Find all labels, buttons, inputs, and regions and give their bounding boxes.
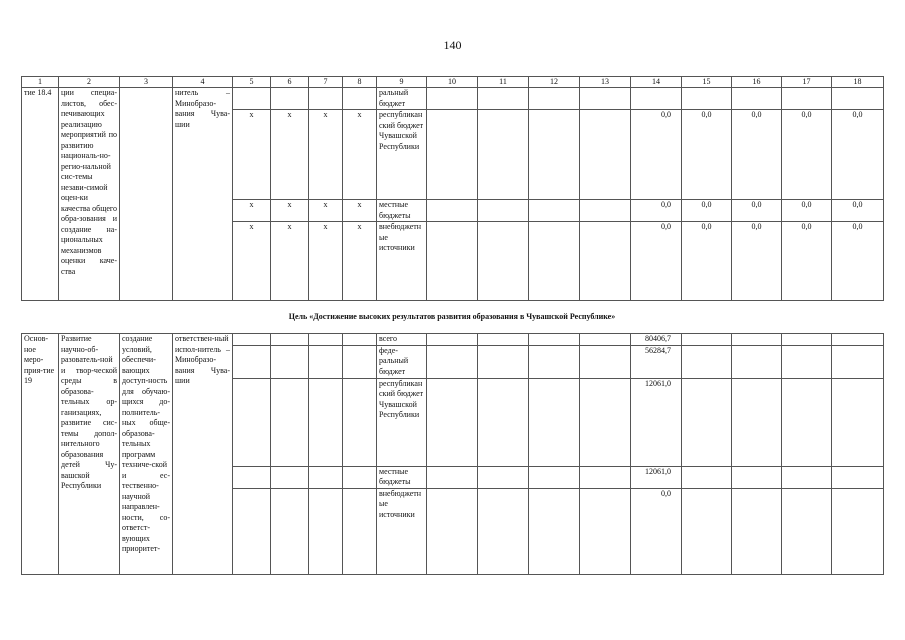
cell: [782, 345, 832, 378]
program-table-part-2: [21, 333, 884, 575]
cell: [682, 488, 732, 574]
cell: [427, 88, 478, 110]
cell: [529, 378, 580, 466]
column-number: 2: [59, 77, 120, 88]
cell: x: [343, 222, 377, 301]
goal-heading: Цель «Достижение высоких результатов развития образования в Чувашской Республике»: [288, 312, 616, 321]
expected-result: [120, 88, 173, 301]
cell: [233, 488, 271, 574]
cell: [271, 488, 309, 574]
cell: [343, 334, 377, 346]
funding-source: феде-ральный бюджет: [377, 345, 427, 378]
column-number: 16: [732, 77, 782, 88]
table-row: [22, 334, 884, 346]
cell: [682, 345, 732, 378]
column-number: 6: [271, 77, 309, 88]
cell: [309, 88, 343, 110]
cell: 0,0: [832, 110, 884, 200]
cell: [343, 378, 377, 466]
event-name: ции специа-листов, обес-печивающих реализацию мероприятий по развитию националь-но-регио-нальной сис-темы незави-симой оцен-ки качества общего обра-зования и создание на-циональных механизмов оценки каче-ства: [59, 88, 120, 301]
cell: 0,0: [631, 222, 682, 301]
cell: [580, 88, 631, 110]
column-number: 1: [22, 77, 59, 88]
column-number: 4: [173, 77, 233, 88]
cell: 0,0: [631, 110, 682, 200]
cell: [529, 345, 580, 378]
event-name: Развитие научно-об-разователь-ной и твор-ческой среды в образова-тельных ор-ганизациях, развитие сис-темы допол-нительного образования детей Чу-вашской Республики: [59, 334, 120, 575]
cell: [271, 88, 309, 110]
cell: x: [233, 110, 271, 200]
cell: 0,0: [832, 222, 884, 301]
column-number: 7: [309, 77, 343, 88]
cell: [580, 222, 631, 301]
cell: [580, 334, 631, 346]
cell: [427, 378, 478, 466]
cell: [682, 88, 732, 110]
cell: [529, 110, 580, 200]
cell: [271, 378, 309, 466]
cell: x: [309, 222, 343, 301]
cell: [233, 378, 271, 466]
cell: [343, 488, 377, 574]
cell: x: [309, 200, 343, 222]
cell: [682, 378, 732, 466]
cell: [782, 466, 832, 488]
event-number: Основ-ное меро-прия-тие 19: [22, 334, 59, 575]
cell: [343, 345, 377, 378]
column-number: 17: [782, 77, 832, 88]
cell: [271, 345, 309, 378]
expected-result: создание условий, обеспечи-вающих доступ-ность для обучаю-щихся до-полнитель-ных обще-образова-тельных программ техниче-ской и ес-тественно-научной направлен-ности, со-ответст-вующих приоритет-: [120, 334, 173, 575]
cell: [782, 378, 832, 466]
program-table-part-1: [21, 76, 884, 301]
cell: 0,0: [682, 200, 732, 222]
cell: [427, 222, 478, 301]
column-number: 11: [478, 77, 529, 88]
cell: [427, 466, 478, 488]
cell: [782, 334, 832, 346]
cell: x: [233, 200, 271, 222]
cell: [580, 110, 631, 200]
cell: [478, 488, 529, 574]
cell: 0,0: [682, 110, 732, 200]
cell: [580, 378, 631, 466]
column-number: 18: [832, 77, 884, 88]
cell: [233, 88, 271, 110]
cell: [580, 488, 631, 574]
cell: x: [309, 110, 343, 200]
cell: [732, 488, 782, 574]
cell: [309, 378, 343, 466]
cell: x: [233, 222, 271, 301]
cell: x: [343, 110, 377, 200]
cell: [478, 345, 529, 378]
column-number: 10: [427, 77, 478, 88]
funding-source: республиканский бюджет Чувашской Республики: [377, 110, 427, 200]
cell: 80406,7: [631, 334, 682, 346]
cell: 0,0: [682, 222, 732, 301]
cell: [478, 200, 529, 222]
cell: [580, 345, 631, 378]
page-number: 140: [443, 38, 462, 52]
funding-source: местные бюджеты: [377, 466, 427, 488]
cell: [832, 466, 884, 488]
cell: [309, 334, 343, 346]
cell: 12061,0: [631, 466, 682, 488]
cell: x: [343, 200, 377, 222]
cell: [478, 110, 529, 200]
cell: [832, 378, 884, 466]
cell: [682, 334, 732, 346]
cell: 12061,0: [631, 378, 682, 466]
cell: [233, 334, 271, 346]
cell: 0,0: [732, 200, 782, 222]
cell: [580, 200, 631, 222]
cell: [529, 488, 580, 574]
cell: x: [271, 200, 309, 222]
cell: [427, 110, 478, 200]
funding-source: всего: [377, 334, 427, 346]
cell: [427, 345, 478, 378]
cell: [732, 334, 782, 346]
cell: 0,0: [782, 110, 832, 200]
funding-source: местные бюджеты: [377, 200, 427, 222]
column-number: 15: [682, 77, 732, 88]
cell: 56284,7: [631, 345, 682, 378]
cell: 0,0: [631, 488, 682, 574]
cell: [271, 466, 309, 488]
cell: [343, 88, 377, 110]
cell: [782, 88, 832, 110]
cell: 0,0: [631, 200, 682, 222]
cell: x: [271, 222, 309, 301]
funding-source: республиканский бюджет Чувашской Республики: [377, 378, 427, 466]
column-number-row: [22, 77, 884, 88]
cell: [478, 88, 529, 110]
cell: [478, 466, 529, 488]
cell: 0,0: [732, 222, 782, 301]
event-number: тие 18.4: [22, 88, 59, 301]
cell: [478, 378, 529, 466]
funding-source: ральный бюджет: [377, 88, 427, 110]
cell: [732, 378, 782, 466]
table-row: [22, 88, 884, 110]
cell: [271, 334, 309, 346]
cell: [682, 466, 732, 488]
cell: 0,0: [732, 110, 782, 200]
cell: 0,0: [782, 222, 832, 301]
cell: [478, 222, 529, 301]
cell: [832, 88, 884, 110]
cell: [529, 200, 580, 222]
cell: [427, 334, 478, 346]
cell: [732, 88, 782, 110]
cell: [427, 488, 478, 574]
table-bottom-border: [21, 574, 883, 575]
responsible-executor: ответствен-ный испол-нитель – Минобразо-вания Чува-шии: [173, 334, 233, 575]
cell: [233, 345, 271, 378]
column-number: 3: [120, 77, 173, 88]
funding-source: внебюджетные источники: [377, 222, 427, 301]
cell: [832, 345, 884, 378]
cell: [580, 466, 631, 488]
column-number: 12: [529, 77, 580, 88]
cell: [732, 345, 782, 378]
column-number: 9: [377, 77, 427, 88]
cell: [233, 466, 271, 488]
cell: [832, 334, 884, 346]
cell: [478, 334, 529, 346]
cell: [529, 88, 580, 110]
responsible-executor: нитель – Минобразо-вания Чува-шии: [173, 88, 233, 301]
cell: [309, 466, 343, 488]
column-number: 14: [631, 77, 682, 88]
column-number: 13: [580, 77, 631, 88]
cell: [631, 88, 682, 110]
cell: [309, 488, 343, 574]
cell: 0,0: [832, 200, 884, 222]
cell: 0,0: [782, 200, 832, 222]
cell: [529, 222, 580, 301]
cell: [309, 345, 343, 378]
cell: x: [271, 110, 309, 200]
cell: [427, 200, 478, 222]
cell: [529, 334, 580, 346]
funding-source: внебюджетные источники: [377, 488, 427, 574]
cell: [529, 466, 580, 488]
cell: [832, 488, 884, 574]
column-number: 5: [233, 77, 271, 88]
cell: [732, 466, 782, 488]
column-number: 8: [343, 77, 377, 88]
cell: [343, 466, 377, 488]
cell: [782, 488, 832, 574]
